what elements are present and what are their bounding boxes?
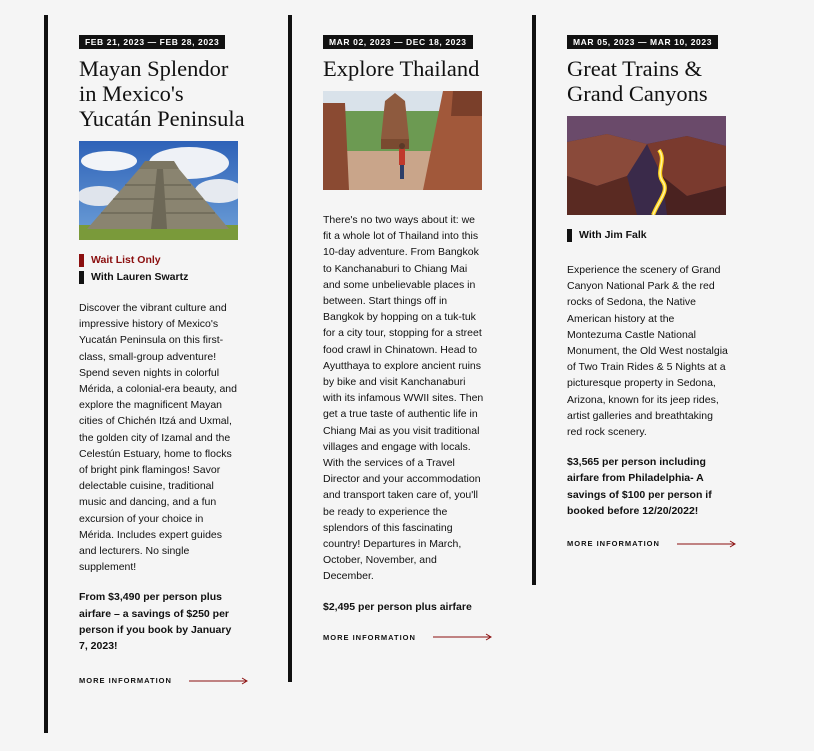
tour-title[interactable]: Mayan Splendor in Mexico's Yucatán Peninsula (79, 56, 245, 131)
tour-price: $2,495 per person plus airfare (323, 600, 472, 613)
tour-price: From $3,490 per person plus airfare – a savings of $250 per person if you book by January 7, 2023! (79, 591, 232, 653)
tour-description: Experience the scenery of Grand Canyon National Park & the red rocks of Sedona, the Native American history at the Montezuma Castle National Monument, the Old West nostalgia of Two Train Rides & 5 Nights at a picturesque property in Sedona, Arizona, known for its jeep rides, artist galleries and breathtaking red rock scenery. (567, 264, 728, 439)
pyramid-photo[interactable] (79, 141, 238, 240)
tour-title[interactable]: Explore Thailand (323, 56, 480, 81)
status-tag: Wait List Only (79, 254, 288, 267)
date-badge: MAR 05, 2023 — MAR 10, 2023 (567, 35, 718, 49)
tour-price: $3,565 per person including airfare from Philadelphia- A savings of $100 per person if booked before 12/20/2022! (567, 456, 712, 517)
tour-card (532, 15, 772, 585)
date-badge: MAR 02, 2023 — DEC 18, 2023 (323, 35, 473, 49)
arrow-right-icon (433, 633, 493, 641)
more-info-label: MORE INFORMATION (567, 539, 660, 549)
more-info-label: MORE INFORMATION (323, 632, 416, 642)
more-info-link[interactable] (323, 633, 532, 642)
canyon-photo[interactable] (567, 116, 726, 215)
arrow-right-icon (677, 540, 737, 548)
host-tag: With Jim Falk (567, 229, 772, 242)
more-info-link[interactable] (79, 676, 288, 685)
temple-photo[interactable] (323, 91, 482, 190)
date-badge: FEB 21, 2023 — FEB 28, 2023 (79, 35, 225, 49)
tour-card (288, 15, 532, 682)
arrow-right-icon (189, 677, 249, 685)
more-info-label: MORE INFORMATION (79, 676, 172, 686)
host-tag: With Lauren Swartz (79, 271, 288, 284)
tour-description: There's no two ways about it: we fit a whole lot of Thailand into this 10-day adventure. From Bangkok to Kanchanaburi to Chiang Mai and some unbelievable places in between. Start things off in Bangkok by hopping on a tuk-tuk for a city tour, stopping for a street food crawl in Chinatown. Head to Ayutthaya to explore ancient ruins by bike and visit Kanchanaburi with its infamous WWII sites. Then get a true taste of authentic life in Chiang Mai as you visit traditional villages and engage with locals. With the services of a Travel Director and your accommodation and transport taken care of, you'll be ready to experience the splendors of this fascinating country! Departures in March, October, November, and December. (323, 214, 484, 583)
tour-description: Discover the vibrant culture and impressive history of Mexico's Yucatán Peninsula on this first-class, small-group adventure! Spend seven nights in colorful Mérida, a colonial-era beauty, and explore the magnificent Mayan cities of Chichén Itzá and Uxmal, the golden city of Izamal and the Celestún Estuary, home to flocks of bright pink flamingos! Savor delectable cuisine, traditional music and dancing, and a fun excursion of your choice in Mérida. Includes expert guides and lecturers. No single supplement! (79, 302, 237, 574)
tour-title[interactable]: Great Trains & Grand Canyons (567, 56, 708, 106)
tour-card (44, 15, 288, 733)
more-info-link[interactable] (567, 539, 772, 548)
